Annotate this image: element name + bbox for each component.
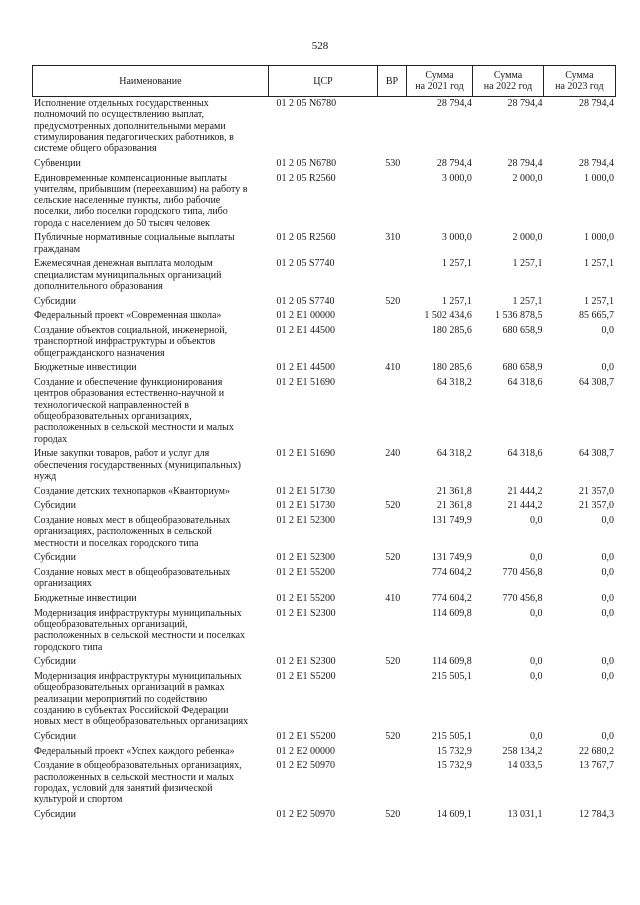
table-row [32, 552, 616, 567]
row-sum-2022: 770 456,8 [502, 592, 543, 604]
row-csr: 01 2 E1 S2300 [276, 656, 336, 668]
row-name: Создание и обеспечение функционирования центров образования естественно-научной и технологической направленностей в общеобразовательных организациях, расположенных в сельской местности и малых городах [34, 377, 234, 445]
row-sum-2022: 64 318,6 [507, 377, 543, 389]
table-row [32, 486, 616, 501]
header-name: Наименование [33, 66, 269, 96]
row-name: Субсидии [34, 656, 76, 668]
row-sum-2021: 215 505,1 [431, 730, 472, 742]
row-sum-2021: 180 285,6 [431, 325, 472, 337]
table-row [32, 377, 616, 448]
row-sum-2023: 64 308,7 [579, 377, 615, 389]
row-sum-2023: 28 794,4 [579, 157, 615, 169]
row-sum-2023: 1 257,1 [584, 295, 615, 307]
table-row [32, 567, 616, 593]
table-row [32, 296, 616, 311]
row-vr [378, 325, 407, 362]
row-sum-2023: 0,0 [601, 592, 615, 604]
row-csr: 01 2 E2 00000 [276, 745, 336, 757]
row-sum-2022: 1 536 878,5 [494, 310, 543, 322]
row-sum-2021: 180 285,6 [431, 362, 472, 374]
header-sum-2021 [407, 66, 474, 96]
row-name: Единовременные компенсационные выплаты учителям, прибывшим (переехавшим) на работу в сельские населенные пункты, либо рабочие поселки, либо поселки городского типа, либо города с населением до 50 тысяч человек [34, 172, 248, 229]
row-vr [378, 671, 407, 731]
row-sum-2022: 0,0 [529, 670, 543, 682]
row-vr [378, 173, 407, 233]
row-sum-2022: 0,0 [529, 607, 543, 619]
row-sum-2022: 2 000,0 [512, 232, 543, 244]
row-sum-2021: 114 609,8 [432, 656, 472, 668]
row-csr: 01 2 E1 51730 [276, 500, 336, 512]
row-name: Создание в общеобразовательных организациях, расположенных в сельской местности и малых городах, условий для занятий физической культурой и спортом [34, 760, 242, 806]
row-sum-2021: 3 000,0 [441, 172, 472, 184]
row-sum-2023: 0,0 [601, 730, 615, 742]
row-vr: 520 [385, 295, 401, 307]
row-sum-2022: 0,0 [529, 730, 543, 742]
row-vr [378, 98, 407, 158]
table-row [32, 448, 616, 485]
table-row [32, 608, 616, 657]
row-sum-2021: 215 505,1 [431, 670, 472, 682]
row-sum-2022: 1 257,1 [512, 258, 543, 270]
table-row [32, 593, 616, 608]
row-name: Исполнение отдельных государственных полномочий по осуществлению выплат, предусмотренных дополнительными мерами стимулирования педагогических работников, в системе общего образования [34, 98, 234, 155]
row-name: Субвенции [34, 157, 81, 169]
row-sum-2021: 774 604,2 [431, 592, 472, 604]
table-row [32, 98, 616, 158]
row-vr [378, 515, 407, 552]
row-sum-2021: 28 794,4 [436, 98, 472, 109]
row-sum-2022: 21 444,2 [507, 500, 543, 512]
row-name: Субсидии [34, 808, 76, 820]
table-row [32, 746, 616, 761]
row-sum-2021: 1 257,1 [441, 258, 472, 270]
row-csr: 01 2 E2 50970 [276, 808, 336, 820]
row-sum-2021: 21 361,8 [436, 500, 472, 512]
header-sum-2022 [473, 66, 543, 96]
row-sum-2021: 28 794,4 [436, 157, 472, 169]
row-sum-2021: 64 318,2 [436, 448, 472, 460]
row-csr: 01 2 E1 52300 [276, 552, 336, 564]
row-vr [378, 310, 407, 325]
row-sum-2023: 0,0 [601, 325, 615, 337]
row-sum-2023: 1 000,0 [584, 232, 615, 244]
row-sum-2023: 21 357,0 [579, 485, 615, 497]
table-row [32, 656, 616, 671]
row-vr [378, 258, 407, 295]
row-sum-2021: 3 000,0 [441, 232, 472, 244]
row-csr: 01 2 E1 44500 [276, 325, 336, 337]
row-sum-2021: 15 732,9 [436, 745, 472, 757]
header-sum-2023 [544, 66, 615, 96]
row-sum-2023: 85 665,7 [579, 310, 615, 322]
table-row [32, 258, 616, 295]
table-row [32, 232, 616, 258]
row-vr: 310 [385, 232, 401, 244]
row-vr: 520 [385, 552, 401, 564]
row-vr [378, 486, 407, 501]
row-sum-2023: 21 357,0 [579, 500, 615, 512]
table-row [32, 515, 616, 552]
row-name: Иные закупки товаров, работ и услуг для обеспечения государственных (муниципальных) нужд [34, 448, 241, 482]
table-row [32, 310, 616, 325]
row-sum-2023: 0,0 [601, 607, 615, 619]
row-csr: 01 2 05 R2560 [276, 232, 336, 244]
table-header [32, 65, 616, 97]
row-sum-2021: 1 257,1 [441, 295, 472, 307]
row-sum-2022: 64 318,6 [507, 448, 543, 460]
row-sum-2022: 680 658,9 [502, 325, 543, 337]
row-sum-2022: 14 033,5 [507, 760, 543, 772]
header-year-2021: на 2021 год [415, 81, 464, 92]
row-sum-2023: 0,0 [601, 656, 615, 668]
row-sum-2023: 0,0 [601, 566, 615, 578]
header-year-2023: на 2023 год [555, 81, 604, 92]
row-name: Бюджетные инвестиции [34, 362, 137, 374]
row-sum-2021: 15 732,9 [436, 760, 472, 772]
row-sum-2022: 1 257,1 [512, 295, 543, 307]
row-name: Субсидии [34, 295, 76, 307]
row-vr [378, 746, 407, 761]
row-csr: 01 2 E1 51690 [276, 377, 336, 389]
row-name: Создание объектов социальной, инженерной, транспортной инфраструктуры и объектов общегражданского назначения [34, 325, 228, 359]
row-sum-2022: 258 134,2 [502, 745, 543, 757]
row-sum-2022: 770 456,8 [502, 566, 543, 578]
row-vr: 520 [385, 808, 401, 820]
row-name: Федеральный проект «Успех каждого ребенка» [34, 745, 235, 757]
row-name: Ежемесячная денежная выплата молодым специалистам муниципальных организаций дополнительного образования [34, 258, 222, 293]
row-name: Федеральный проект «Современная школа» [34, 310, 222, 322]
table-row [32, 731, 616, 746]
row-csr: 01 2 E1 52300 [276, 514, 336, 526]
row-name: Бюджетные инвестиции [34, 592, 137, 604]
page-number: 528 [311, 40, 329, 52]
table-row [32, 760, 616, 809]
header-sum-label: Сумма [425, 70, 454, 81]
row-sum-2021: 21 361,8 [436, 485, 472, 497]
row-sum-2022: 0,0 [529, 552, 543, 564]
row-sum-2023: 1 257,1 [584, 258, 615, 270]
row-sum-2023: 1 000,0 [584, 172, 615, 184]
row-sum-2021: 131 749,9 [431, 552, 472, 564]
row-csr: 01 2 E2 50970 [276, 760, 336, 772]
row-sum-2023: 0,0 [601, 362, 615, 374]
row-csr: 01 2 05 S7740 [276, 258, 335, 270]
row-sum-2021: 1 502 434,6 [424, 310, 472, 322]
row-csr: 01 2 E1 44500 [276, 362, 336, 374]
row-csr: 01 2 05 N6780 [276, 157, 337, 169]
row-csr: 01 2 E1 51690 [276, 448, 336, 460]
row-sum-2022: 0,0 [529, 514, 543, 526]
row-vr: 520 [385, 656, 401, 668]
row-sum-2022: 28 794,4 [507, 98, 543, 109]
row-sum-2021: 64 318,2 [436, 377, 472, 389]
row-sum-2021: 774 604,2 [431, 566, 472, 578]
row-csr: 01 2 E1 S5200 [276, 730, 336, 742]
row-sum-2022: 21 444,2 [507, 485, 543, 497]
row-sum-2021: 14 609,1 [436, 808, 472, 820]
row-sum-2023: 22 680,2 [579, 745, 615, 757]
header-year-2022: на 2022 год [483, 81, 533, 92]
row-sum-2023: 0,0 [601, 670, 615, 682]
table-row [32, 671, 616, 731]
row-csr: 01 2 E1 55200 [276, 592, 336, 604]
row-sum-2023: 0,0 [601, 552, 615, 564]
table-row [32, 500, 616, 515]
table-body [32, 98, 616, 823]
table-row [32, 362, 616, 377]
row-sum-2022: 0,0 [529, 656, 543, 668]
header-csr: ЦСР [269, 66, 378, 96]
row-sum-2023: 0,0 [601, 514, 615, 526]
row-csr: 01 2 E1 55200 [276, 566, 336, 578]
row-sum-2022: 680 658,9 [502, 362, 543, 374]
row-name: Субсидии [34, 552, 76, 564]
row-name: Публичные нормативные социальные выплаты гражданам [34, 232, 235, 255]
row-name: Субсидии [34, 730, 76, 742]
row-csr: 01 2 E1 00000 [276, 310, 336, 322]
row-vr: 530 [385, 157, 401, 169]
row-csr: 01 2 E1 S5200 [276, 670, 336, 682]
row-csr: 01 2 05 R2560 [276, 172, 336, 184]
row-vr [378, 608, 407, 657]
row-sum-2023: 28 794,4 [579, 98, 615, 109]
row-vr: 410 [385, 592, 401, 604]
row-sum-2023: 13 767,7 [579, 760, 615, 772]
row-sum-2023: 64 308,7 [579, 448, 615, 460]
row-vr: 520 [385, 500, 401, 512]
row-name: Создание новых мест в общеобразовательных организациях [34, 566, 231, 590]
row-sum-2022: 2 000,0 [512, 172, 543, 184]
row-vr: 240 [385, 448, 401, 460]
row-csr: 01 2 05 S7740 [276, 295, 335, 307]
row-name: Создание новых мест в общеобразовательных организациях, расположенных в сельской местности и поселках городского типа [34, 514, 231, 549]
table-row [32, 809, 616, 824]
header-sum-label: Сумма [565, 70, 594, 81]
row-csr: 01 2 05 N6780 [276, 98, 337, 109]
row-csr: 01 2 E1 S2300 [276, 607, 336, 619]
row-name: Модернизация инфраструктуры муниципальных общеобразовательных организаций в рамках реализации мероприятий по содействию созданию в субъектах Российской Федерации новых мест в общеобразовательных организациях [34, 670, 249, 728]
row-vr [378, 760, 407, 809]
row-name: Модернизация инфраструктуры муниципальных общеобразовательных организаций, расположенных в сельской местности и поселках городского типа [34, 607, 246, 653]
header-sum-label: Сумма [493, 70, 523, 81]
row-vr: 520 [385, 730, 401, 742]
row-sum-2023: 12 784,3 [579, 808, 615, 820]
table-row [32, 158, 616, 173]
table-row [32, 173, 616, 233]
row-sum-2021: 131 749,9 [431, 514, 472, 526]
row-sum-2022: 13 031,1 [507, 808, 543, 820]
row-name: Субсидии [34, 500, 76, 512]
row-vr [378, 377, 407, 448]
row-vr [378, 567, 407, 593]
header-vr: ВР [378, 66, 407, 96]
row-name: Создание детских технопарков «Кванториум» [34, 485, 231, 497]
row-csr: 01 2 E1 51730 [276, 485, 336, 497]
table-row [32, 325, 616, 362]
row-sum-2021: 114 609,8 [432, 607, 472, 619]
row-sum-2022: 28 794,4 [507, 157, 543, 169]
row-vr: 410 [385, 362, 401, 374]
